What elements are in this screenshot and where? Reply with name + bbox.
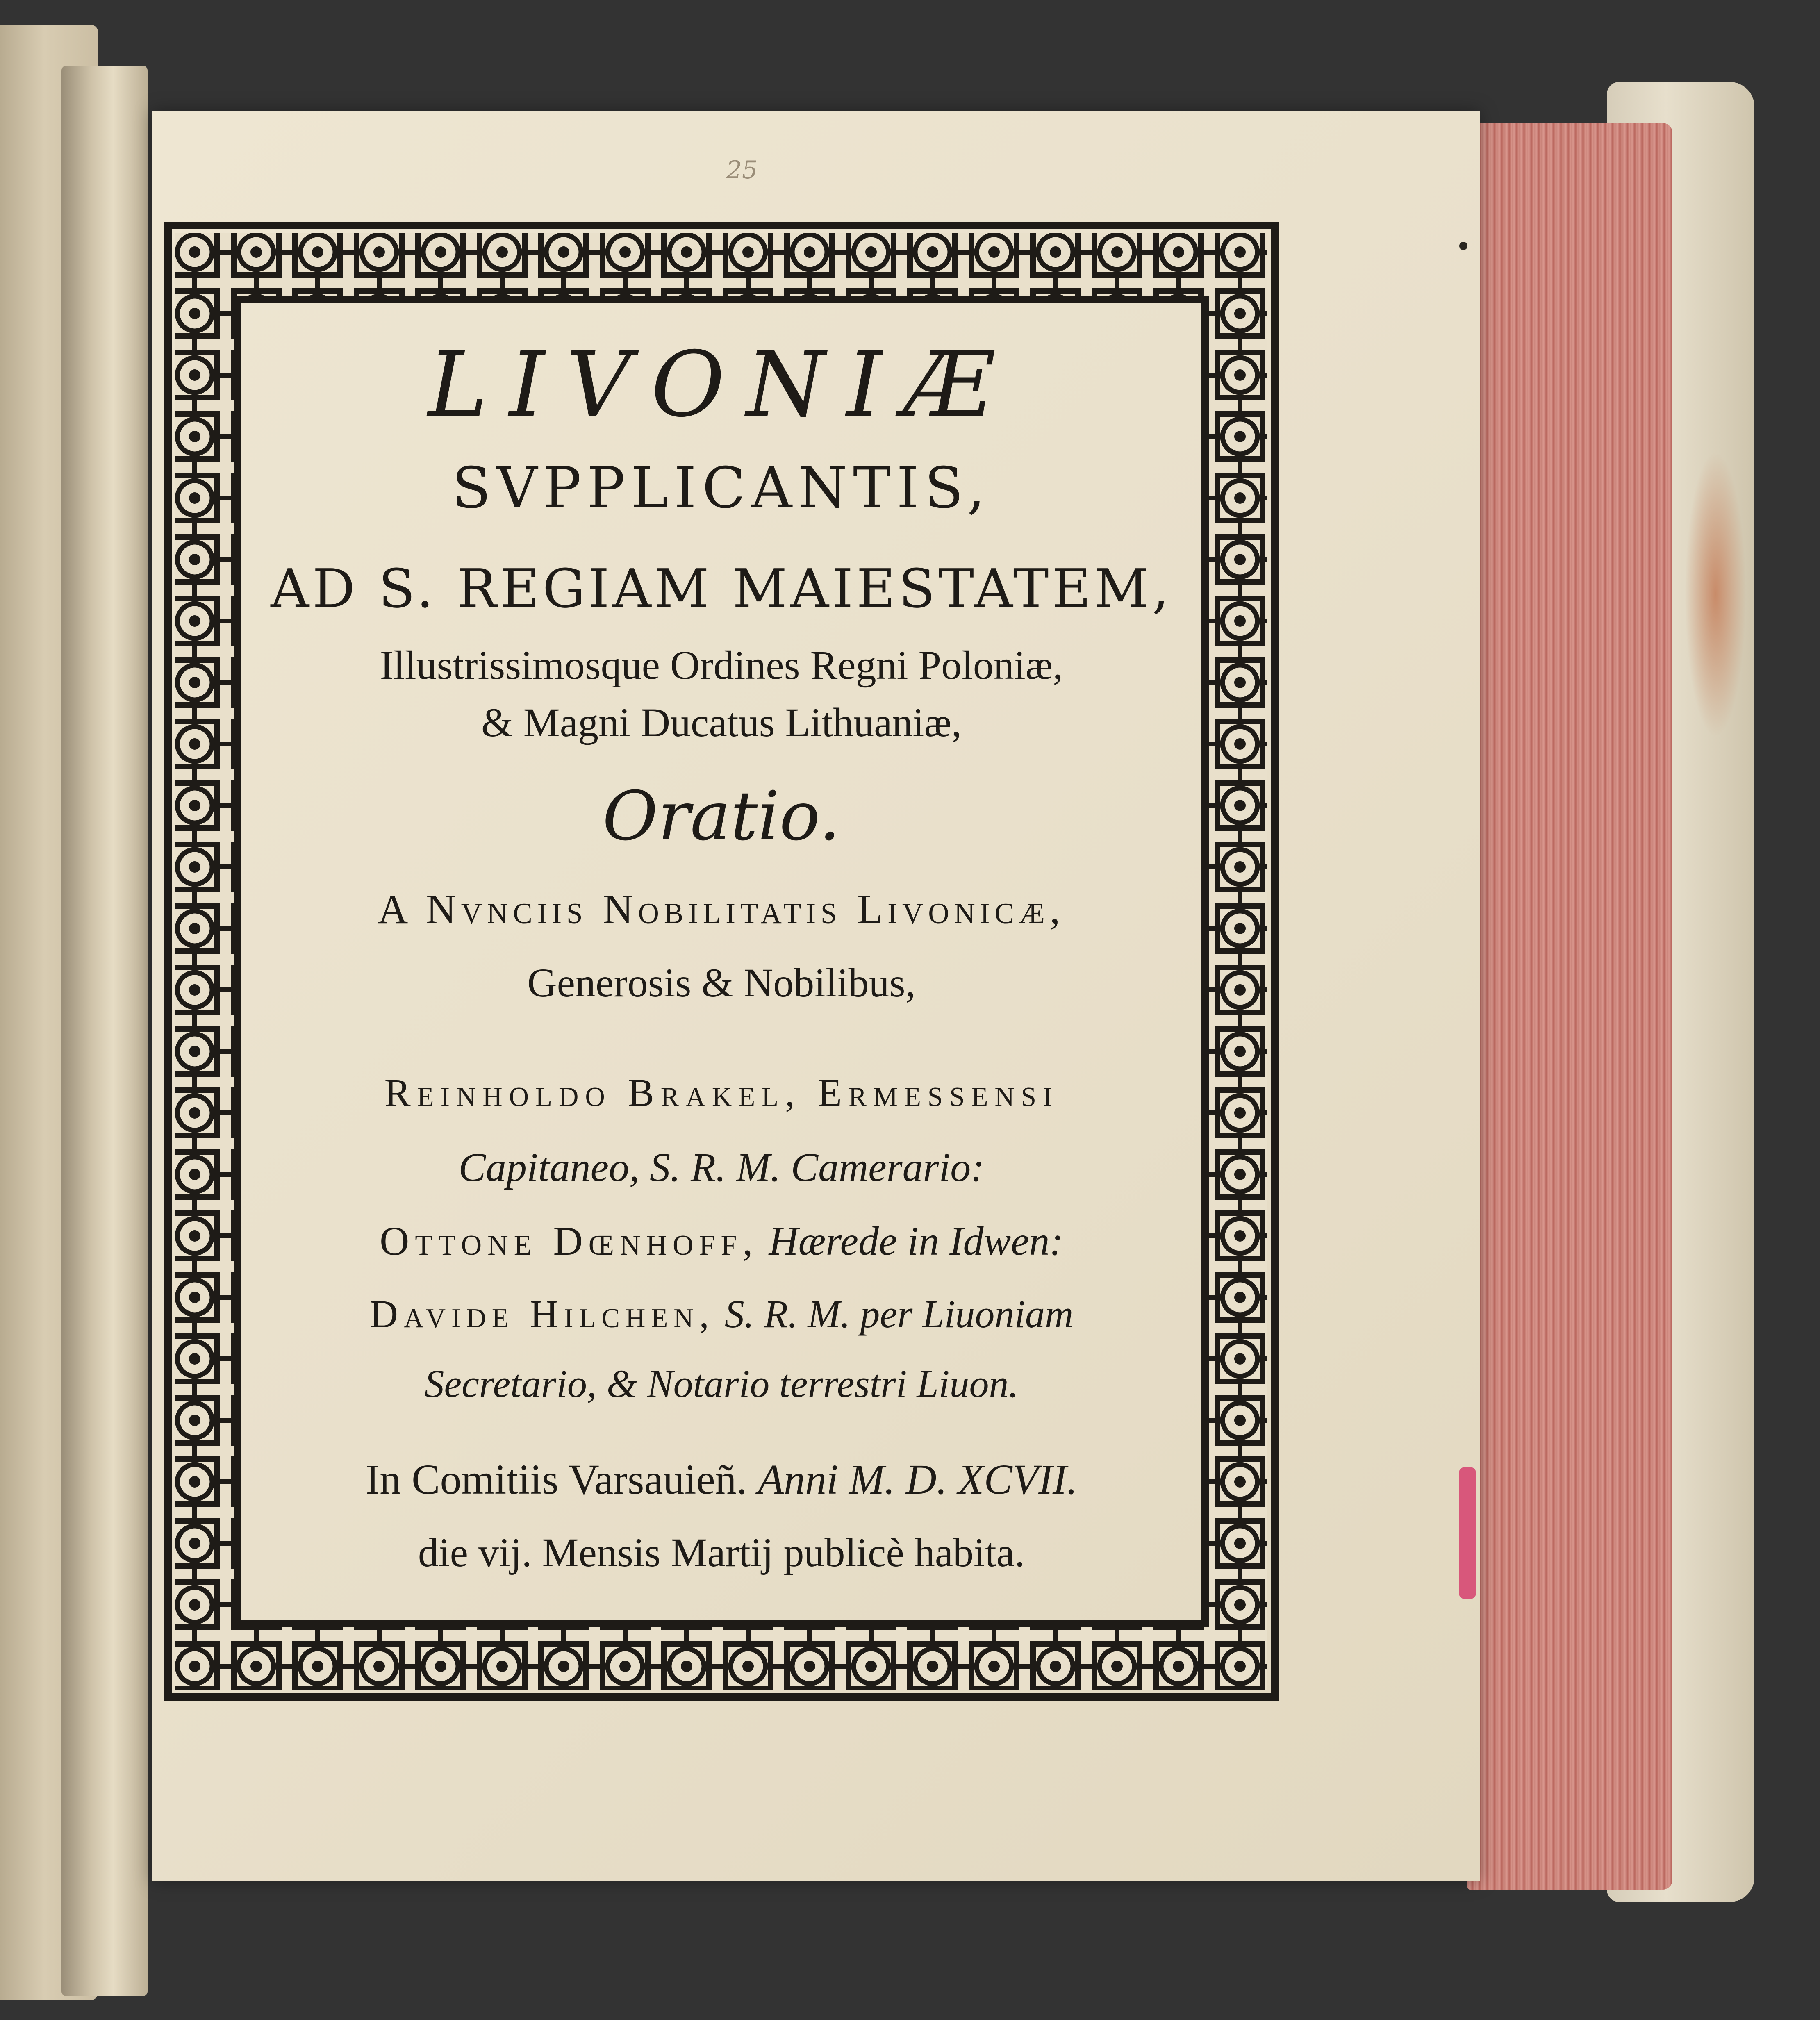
envoy-doenhoff-name: Ottone Dœnhoff, xyxy=(380,1218,759,1264)
envoy-brakel-title: Capitaneo, S. R. M. Camerario: xyxy=(458,1144,985,1190)
title-oratio: Oratio. xyxy=(602,777,841,855)
ink-dot xyxy=(1459,242,1467,250)
cover-stain xyxy=(1685,451,1746,738)
imprint-line-2: die vij. Mensis Martij publicè habita. xyxy=(418,1530,1025,1575)
title-illustrissimos: Illustrissimosque Ordines Regni Poloniæ, xyxy=(380,642,1063,688)
title-livoniae: LIVONIÆ xyxy=(428,332,1015,437)
envoy-hilchen-secretario: Secretario, & Notario terrestri Liuon. xyxy=(424,1362,1019,1406)
red-fore-edge xyxy=(1467,123,1672,1890)
envoys-generosis: Generosis & Nobilibus, xyxy=(527,960,916,1005)
imprint-line-1 xyxy=(230,1455,1213,1504)
folio-number: 25 xyxy=(726,156,758,184)
envoy-hilchen-name: Davide Hilchen, xyxy=(369,1292,715,1336)
envoy-doenhoff-title: Hærede in Idwen: xyxy=(769,1218,1063,1264)
title-ad-regiam: AD S. REGIAM MAIESTATEM, xyxy=(271,557,1172,620)
imprint-comitiis: In Comitiis Varsauieñ. xyxy=(365,1456,747,1503)
title-text-block xyxy=(230,312,1213,1575)
book-gutter xyxy=(61,66,148,1996)
envoy-hilchen-title: S. R. M. per Liuoniam xyxy=(724,1292,1074,1336)
envoys-line: A Nvnciis Nobilitatis Livonicæ, xyxy=(378,886,1065,933)
imprint-year: Anni M. D. XCVII. xyxy=(758,1456,1078,1503)
pink-page-marker xyxy=(1459,1467,1476,1599)
title-supplicantis: SVPPLICANTIS, xyxy=(452,455,991,521)
envoy-brakel: Reinholdo Brakel, Ermessensi xyxy=(384,1071,1059,1115)
envoy-doenhoff xyxy=(230,1217,1213,1265)
title-magni-ducatus: & Magni Ducatus Lithuaniæ, xyxy=(481,700,962,745)
envoy-hilchen xyxy=(230,1291,1213,1337)
